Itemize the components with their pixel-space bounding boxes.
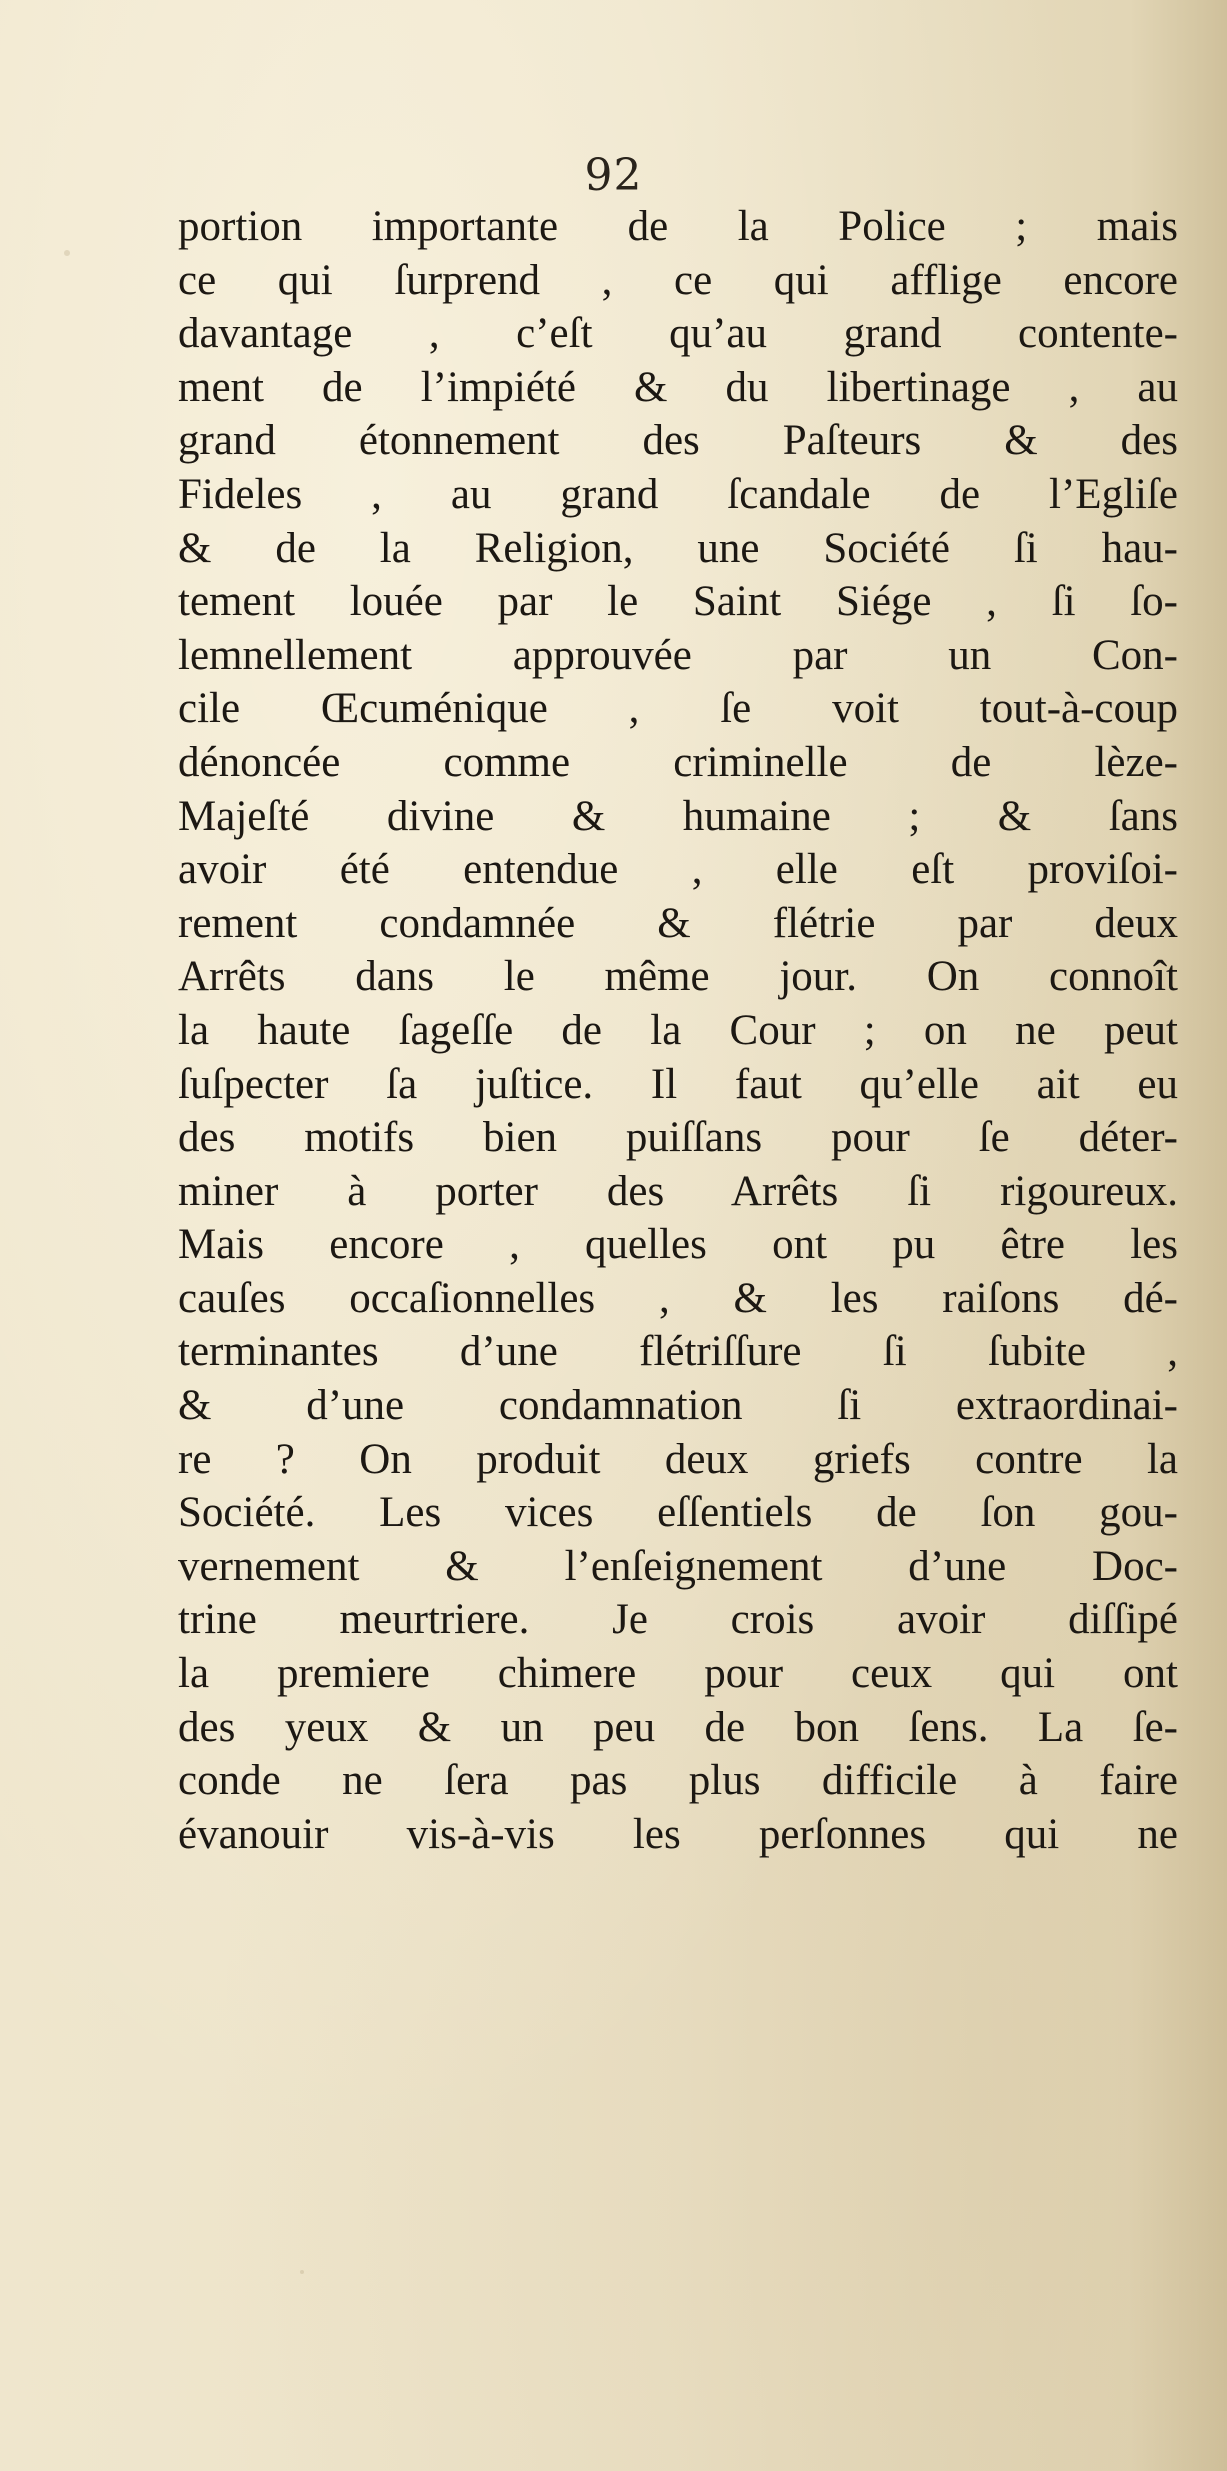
text-line: miner à porter des Arrêts ſi rigoureux. — [178, 1167, 1178, 1215]
text-line: évanouir vis-à-vis les perſonnes qui ne — [178, 1810, 1178, 1858]
text-line: tement louée par le Saint Siége , ſi ſo- — [178, 578, 1178, 626]
text-line: rement condamnée & flétrie par deux — [178, 899, 1178, 947]
text-line: trine meurtriere. Je crois avoir diſſipé — [178, 1596, 1178, 1644]
text-line: lemnellement approuvée par un Con- — [178, 631, 1178, 679]
text-line: re ? On produit deux griefs contre la — [178, 1435, 1178, 1483]
text-line: Majeſté divine & humaine ; & ſans — [178, 792, 1178, 840]
paper-foxing-spot — [300, 2270, 304, 2274]
text-line: ſuſpecter ſa juſtice. Il faut qu’elle ait eu — [178, 1060, 1178, 1108]
text-line: davantage , c’eſt qu’au grand contente- — [178, 310, 1178, 358]
text-line: terminantes d’une flétriſſure ſi ſubite , — [178, 1328, 1178, 1376]
text-line: conde ne ſera pas plus difficile à faire — [178, 1757, 1178, 1805]
text-line: grand étonnement des Paſteurs & des — [178, 417, 1178, 465]
text-line: cile Œcuménique , ſe voit tout-à-coup — [178, 685, 1178, 733]
text-line: Société. Les vices eſſentiels de ſon gou- — [178, 1489, 1178, 1537]
text-line: portion importante de la Police ; mais — [178, 203, 1178, 250]
text-line: la haute ſageſſe de la Cour ; on ne peut — [178, 1006, 1178, 1054]
text-line: Mais encore , quelles ont pu être les — [178, 1221, 1178, 1269]
text-line: ment de l’impiété & du libertinage , au — [178, 363, 1178, 411]
text-line: dénoncée comme criminelle de lèze- — [178, 738, 1178, 786]
text-line: Arrêts dans le même jour. On connoît — [178, 953, 1178, 1001]
text-line: ce qui ſurprend , ce qui afflige encore — [178, 256, 1178, 304]
text-line: vernement & l’enſeignement d’une Doc- — [178, 1542, 1178, 1590]
text-line: cauſes occaſionnelles , & les raiſons dé- — [178, 1274, 1178, 1322]
text-line: avoir été entendue , elle eſt proviſoi- — [178, 846, 1178, 894]
text-line: la premiere chimere pour ceux qui ont — [178, 1650, 1178, 1698]
paper-foxing-spot — [64, 250, 70, 256]
text-line: Fideles , au grand ſcandale de l’Egliſe — [178, 470, 1178, 518]
text-line: & d’une condamnation ſi extraordinai- — [178, 1382, 1178, 1430]
text-line: & de la Religion, une Société ſi hau- — [178, 524, 1178, 572]
text-line: des yeux & un peu de bon ſens. La ſe- — [178, 1703, 1178, 1751]
body-text — [178, 200, 1178, 1861]
text-line: des motifs bien puiſſans pour ſe déter- — [178, 1114, 1178, 1162]
page-number: 92 — [584, 150, 643, 201]
